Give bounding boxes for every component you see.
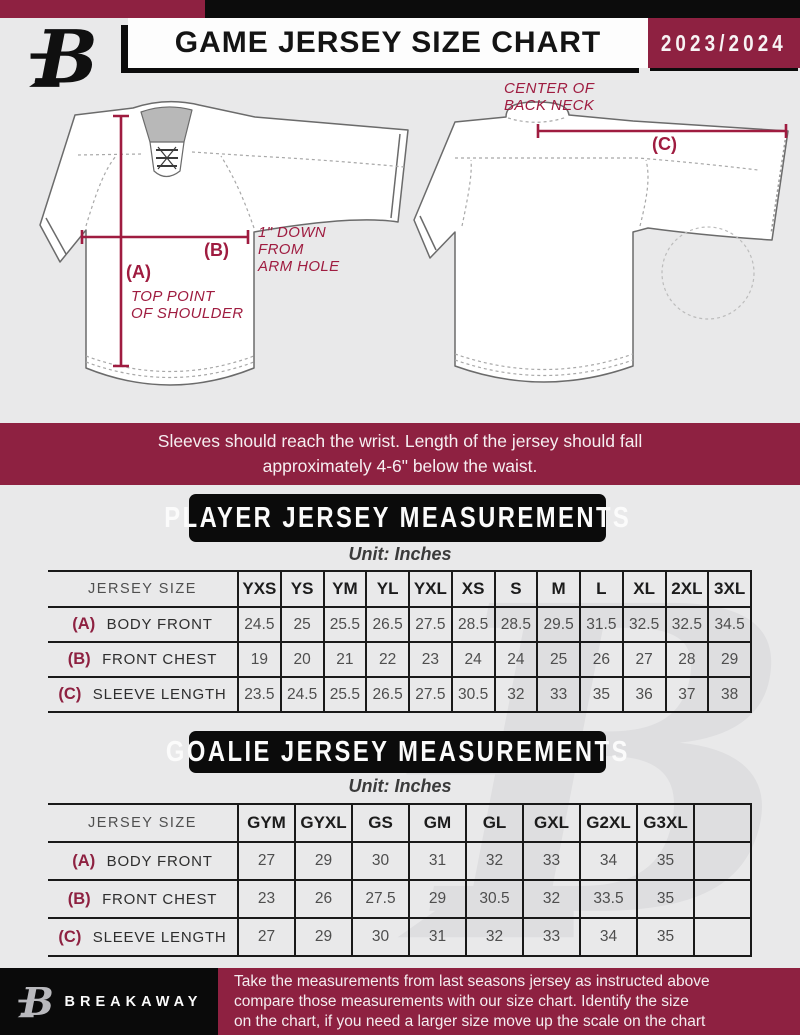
size-value-cell: 23	[238, 880, 295, 918]
player-section-title: PLAYER JERSEY MEASUREMENTS	[164, 501, 632, 534]
row-key-a: (A)	[72, 851, 96, 870]
size-value-cell: 25.5	[324, 607, 367, 642]
breakaway-footer-logo-icon	[16, 981, 56, 1023]
measure-note-c-line2: BACK NECK	[504, 97, 595, 114]
size-value-cell: 34	[580, 842, 637, 880]
size-column-header: L	[580, 571, 623, 607]
size-value-cell: 33	[523, 918, 580, 956]
goalie-section-title: GOALIE JERSEY MEASUREMENTS	[165, 735, 630, 768]
measure-note-a	[131, 288, 243, 322]
size-value-cell: 25	[281, 607, 324, 642]
size-value-cell: 38	[708, 677, 751, 712]
size-value-cell: 29	[708, 642, 751, 677]
size-value-cell: 35	[637, 918, 694, 956]
measure-note-b-line1: 1" DOWN	[258, 224, 327, 241]
size-value-cell: 32.5	[623, 607, 666, 642]
size-value-cell: 29.5	[537, 607, 580, 642]
size-column-header: 3XL	[708, 571, 751, 607]
footer-instructions	[218, 968, 800, 1035]
size-value-cell: 30	[352, 842, 409, 880]
size-value-cell: 31.5	[580, 607, 623, 642]
player-table-header-row	[48, 571, 751, 607]
size-column-header: YL	[366, 571, 409, 607]
size-column-header: M	[537, 571, 580, 607]
player-table-row-sleeve-length	[48, 677, 751, 712]
size-value-cell: 23	[409, 642, 452, 677]
size-value-cell: 27	[238, 842, 295, 880]
size-value-cell: 33.5	[580, 880, 637, 918]
size-value-cell: 35	[580, 677, 623, 712]
row-key-c: (C)	[58, 927, 82, 946]
row-label-sleeve-length: SLEEVE LENGTH	[92, 686, 227, 703]
size-value-cell: 22	[366, 642, 409, 677]
row-label-body-front: BODY FRONT	[106, 616, 213, 633]
fit-notice-banner	[0, 423, 800, 485]
header-top-strip-accent	[0, 0, 205, 18]
fit-notice-line2: approximately 4-6" below the waist.	[262, 456, 538, 476]
collar-lace-icon	[156, 147, 178, 169]
footer-brand-name: BREAKAWAY	[64, 993, 203, 1010]
footer-instructions-line2: compare those measurements with our size chart. Identify the size	[234, 992, 689, 1010]
row-key-c: (C)	[58, 685, 82, 703]
size-value-cell: 25.5	[324, 677, 367, 712]
size-value-cell: 28	[666, 642, 709, 677]
size-value-cell: 33	[537, 677, 580, 712]
row-label-front-chest: FRONT CHEST	[102, 651, 218, 668]
goalie-section-header	[165, 731, 630, 773]
size-value-cell: 28.5	[452, 607, 495, 642]
measure-note-c	[504, 80, 594, 114]
size-column-header: 2XL	[666, 571, 709, 607]
goalie-size-table	[48, 803, 752, 957]
goalie-table-corner-label: JERSEY SIZE	[88, 815, 197, 831]
player-unit-label: Unit: Inches	[348, 544, 452, 564]
row-label-sleeve-length: SLEEVE LENGTH	[92, 928, 227, 946]
size-value-cell: 24	[495, 642, 538, 677]
size-column-header: GYM	[238, 804, 295, 842]
size-value-cell: 24.5	[238, 607, 281, 642]
size-value-cell: 32	[523, 880, 580, 918]
player-table-row-front-chest	[48, 642, 751, 677]
size-value-cell: 20	[281, 642, 324, 677]
size-value-cell: 29	[409, 880, 466, 918]
size-column-header: GL	[466, 804, 523, 842]
size-value-cell: 30	[352, 918, 409, 956]
row-key-a: (A)	[72, 615, 96, 633]
size-column-header: YXL	[409, 571, 452, 607]
footer-brand-box	[0, 968, 218, 1035]
size-column-header: YM	[324, 571, 367, 607]
size-column-header: XS	[452, 571, 495, 607]
size-column-header	[694, 804, 751, 842]
goalie-table-row-front-chest	[48, 880, 751, 918]
size-value-cell: 25	[537, 642, 580, 677]
page-title: GAME JERSEY SIZE CHART	[174, 26, 602, 59]
size-value-cell: 28.5	[495, 607, 538, 642]
size-value-cell: 27	[238, 918, 295, 956]
measure-key-a: (A)	[126, 262, 151, 282]
player-table-corner-label: JERSEY SIZE	[88, 581, 197, 597]
size-value-cell: 32	[495, 677, 538, 712]
size-column-header: GYXL	[295, 804, 352, 842]
season-badge	[648, 18, 800, 68]
size-value-cell: 37	[666, 677, 709, 712]
size-value-cell: 35	[637, 842, 694, 880]
measure-note-c-line1: CENTER OF	[504, 80, 595, 97]
fit-notice-line1: Sleeves should reach the wrist. Length of the jersey should fall	[157, 431, 643, 451]
size-value-cell: 30.5	[466, 880, 523, 918]
size-value-cell: 27.5	[409, 677, 452, 712]
measure-note-b-line3: ARM HOLE	[258, 258, 340, 275]
row-label-body-front: BODY FRONT	[106, 852, 213, 870]
goalie-table-row-body-front	[48, 842, 751, 880]
size-column-header: GS	[352, 804, 409, 842]
size-value-cell: 27.5	[409, 607, 452, 642]
size-value-cell: 29	[295, 842, 352, 880]
size-column-header: S	[495, 571, 538, 607]
size-column-header: G2XL	[580, 804, 637, 842]
size-value-cell: 23.5	[238, 677, 281, 712]
size-value-cell: 33	[523, 842, 580, 880]
size-value-cell: 21	[324, 642, 367, 677]
measure-note-b-line2: FROM	[258, 241, 304, 258]
size-column-header: YXS	[238, 571, 281, 607]
player-table-row-body-front	[48, 607, 751, 642]
footer-instructions-line3: on the chart, if you need a larger size move up the scale on the chart	[234, 1012, 706, 1030]
player-size-table	[48, 570, 752, 713]
measure-note-a-line2: OF SHOULDER	[131, 305, 244, 322]
size-value-cell: 27.5	[352, 880, 409, 918]
size-value-cell: 24	[452, 642, 495, 677]
size-value-cell: 31	[409, 918, 466, 956]
size-value-cell: 26.5	[366, 607, 409, 642]
size-value-cell: 30.5	[452, 677, 495, 712]
size-column-header: GM	[409, 804, 466, 842]
size-value-cell: 32.5	[666, 607, 709, 642]
jersey-diagram-area	[0, 68, 800, 423]
jersey-diagrams	[0, 68, 800, 423]
goalie-table-row-sleeve-length	[48, 918, 751, 956]
size-value-cell: 35	[637, 880, 694, 918]
size-value-cell: 29	[295, 918, 352, 956]
goalie-unit-label: Unit: Inches	[348, 776, 452, 796]
page-title-box	[128, 18, 648, 68]
size-value-cell: 26.5	[366, 677, 409, 712]
size-value-cell: 26	[580, 642, 623, 677]
size-column-header: G3XL	[637, 804, 694, 842]
measure-key-c: (C)	[652, 134, 677, 154]
measure-key-b: (B)	[204, 240, 229, 260]
player-section-header	[164, 494, 632, 542]
size-value-cell: 31	[409, 842, 466, 880]
size-value-cell: 19	[238, 642, 281, 677]
size-value-cell	[694, 918, 751, 956]
size-value-cell: 34.5	[708, 607, 751, 642]
size-value-cell: 27	[623, 642, 666, 677]
footer-instructions-line1: Take the measurements from last seasons jersey as instructed above	[234, 972, 710, 990]
size-value-cell: 24.5	[281, 677, 324, 712]
size-value-cell	[694, 880, 751, 918]
size-value-cell: 34	[580, 918, 637, 956]
goalie-table-header-row	[48, 804, 751, 842]
size-column-header: XL	[623, 571, 666, 607]
size-value-cell: 26	[295, 880, 352, 918]
row-key-b: (B)	[67, 650, 91, 668]
size-column-header: YS	[281, 571, 324, 607]
measure-note-a-line1: TOP POINT	[131, 288, 215, 305]
size-value-cell	[694, 842, 751, 880]
row-key-b: (B)	[67, 889, 91, 908]
size-value-cell: 32	[466, 918, 523, 956]
size-value-cell: 32	[466, 842, 523, 880]
row-label-front-chest: FRONT CHEST	[102, 890, 218, 908]
season-label: 2023/2024	[660, 29, 788, 56]
size-value-cell: 36	[623, 677, 666, 712]
size-column-header: GXL	[523, 804, 580, 842]
measure-note-b	[258, 224, 340, 275]
